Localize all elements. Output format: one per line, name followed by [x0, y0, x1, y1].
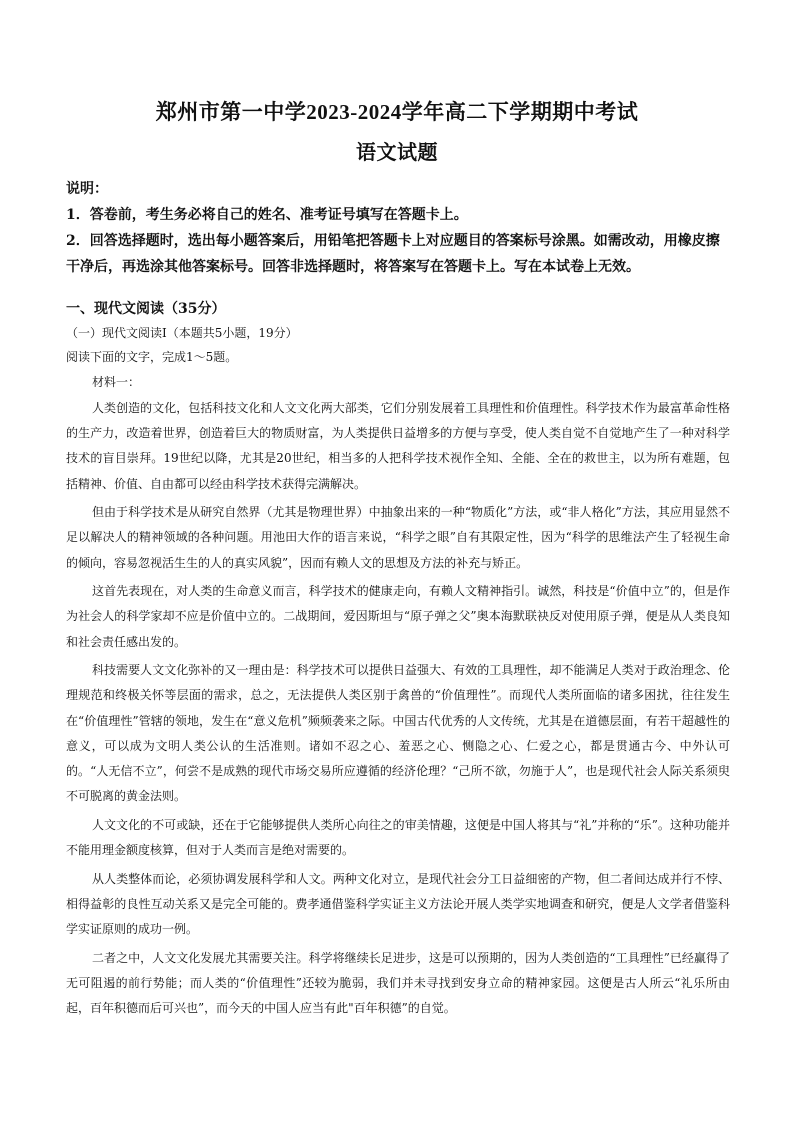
passage-paragraph: 但由于科学技术是从研究自然界（尤其是物理世界）中抽象出来的一种“物质化”方法，或“非人格化”方法，其应用显然不足以解决人的精神领域的各种问题。用池田大作的语言来说，“科学之眼”自有其限定性，因为“科学的思维法产生了轻视生命的倾向，容易忽视活生生的人的真实风貌”，因而有赖人文的思想及方法的补充与矫正。: [66, 505, 730, 570]
instruction-item: 2．回答选择题时，选出每小题答案后，用铅笔把答题卡上对应题目的答案标号涂黑。如需改动，用橡皮擦干净后，再选涂其他答案标号。回答非选择题时，将答案写在答题卡上。写在本试卷上无效。: [66, 233, 720, 275]
passage-paragraph: 人文文化的不可或缺，还在于它能够提供人类所心向往之的审美情趣，这便是中国人将其与“礼”并称的“乐”。这种功能并不能用理金额度核算，但对于人类而言是绝对需要的。: [66, 817, 730, 858]
instructions-block: [66, 176, 730, 280]
passage-paragraph: 二者之中，人文文化发展尤其需要关注。科学将继续长足进步，这是可以预期的，因为人类创造的“工具理性”已经赢得了无可阻遏的前行势能；而人类的“价值理性”还较为脆弱，我们并未寻找到安身立命的精神家园。这便是古人所云“礼乐所由起，百年积德而后可兴也”，而今天的中国人应当有此"百年积德”的自觉。: [66, 950, 730, 1016]
section-heading: 一、现代文阅读（35分）: [66, 301, 226, 317]
instructions-label: 说明：: [66, 181, 108, 197]
material-label: 材料一：: [92, 375, 141, 389]
passage-paragraph: 科技需要人文文化弥补的又一理由是：科学技术可以提供日益强大、有效的工具理性，却不能满足人类对于政治理念、伦理规范和终极关怀等层面的需求，总之，无法提供人类区别于禽兽的“价值理性”。而现代人类所面临的诸多困扰，往往发生在“价值理性”管辖的领地，发生在“意义危机”频频袭来之际。中国古代优秀的人文传统，尤其是在道德层面，有若干超越性的意义，可以成为文明人类公认的生活准则。诸如不忍之心、羞恶之心、恻隐之心、仁爱之心，都是贯通古今、中外认可的。“人无信不立”，何尝不是成熟的现代市场交易所应遵循的经济伦理？“己所不欲，勿施于人”，也是现代社会人际关系须臾不可脱离的黄金法则。: [66, 663, 730, 804]
exam-title: 郑州市第一中学2023-2024学年高二下学期期中考试: [155, 100, 639, 124]
passage-paragraph: 这首先表现在，对人类的生命意义而言，科学技术的健康走向，有赖人文精神指引。诚然，科技是“价值中立”的，但是作为社会人的科学家却不应是价值中立的。二战期间，爱因斯坦与“原子弹之父”奥本海默联袂反对使用原子弹，便是从人类良知和社会责任感出发的。: [66, 584, 730, 649]
exam-subtitle: 语文试题: [356, 142, 438, 164]
passage-paragraph: 从人类整体而论，必须协调发展科学和人文。两种文化对立，是现代社会分工日益细密的产物，但二者间达成并行不悖、相得益彰的良性互动关系又是完全可能的。费孝通借鉴科学实证主义方法论开展人类学实地调查和研究，便是人文学者借鉴科学实证原则的成功一例。: [66, 871, 730, 937]
reading-instruction: 阅读下面的文字，完成1～5题。: [66, 350, 238, 364]
passage-body: [66, 396, 730, 1025]
instruction-item: 1．答卷前，考生务必将自己的姓名、准考证号填写在答题卡上。: [66, 207, 468, 223]
passage-paragraph: 人类创造的文化，包括科技文化和人文文化两大部类，它们分别发展着工具理性和价值理性。科学技术作为最富革命性格的生产力，改造着世界，创造着巨大的物质财富，为人类提供日益增多的方便与享受，使人类自觉不自觉地产生了一种对科学技术的盲目崇拜。19世纪以降，尤其是20世纪，相当多的人把科学技术视作全知、全能、全在的救世主，以为所有难题，包括精神、价值、自由都可以经由科学技术获得完满解决。: [66, 401, 730, 491]
section-subheading: （一）现代文阅读Ⅰ（本题共5小题，19分）: [66, 326, 298, 340]
